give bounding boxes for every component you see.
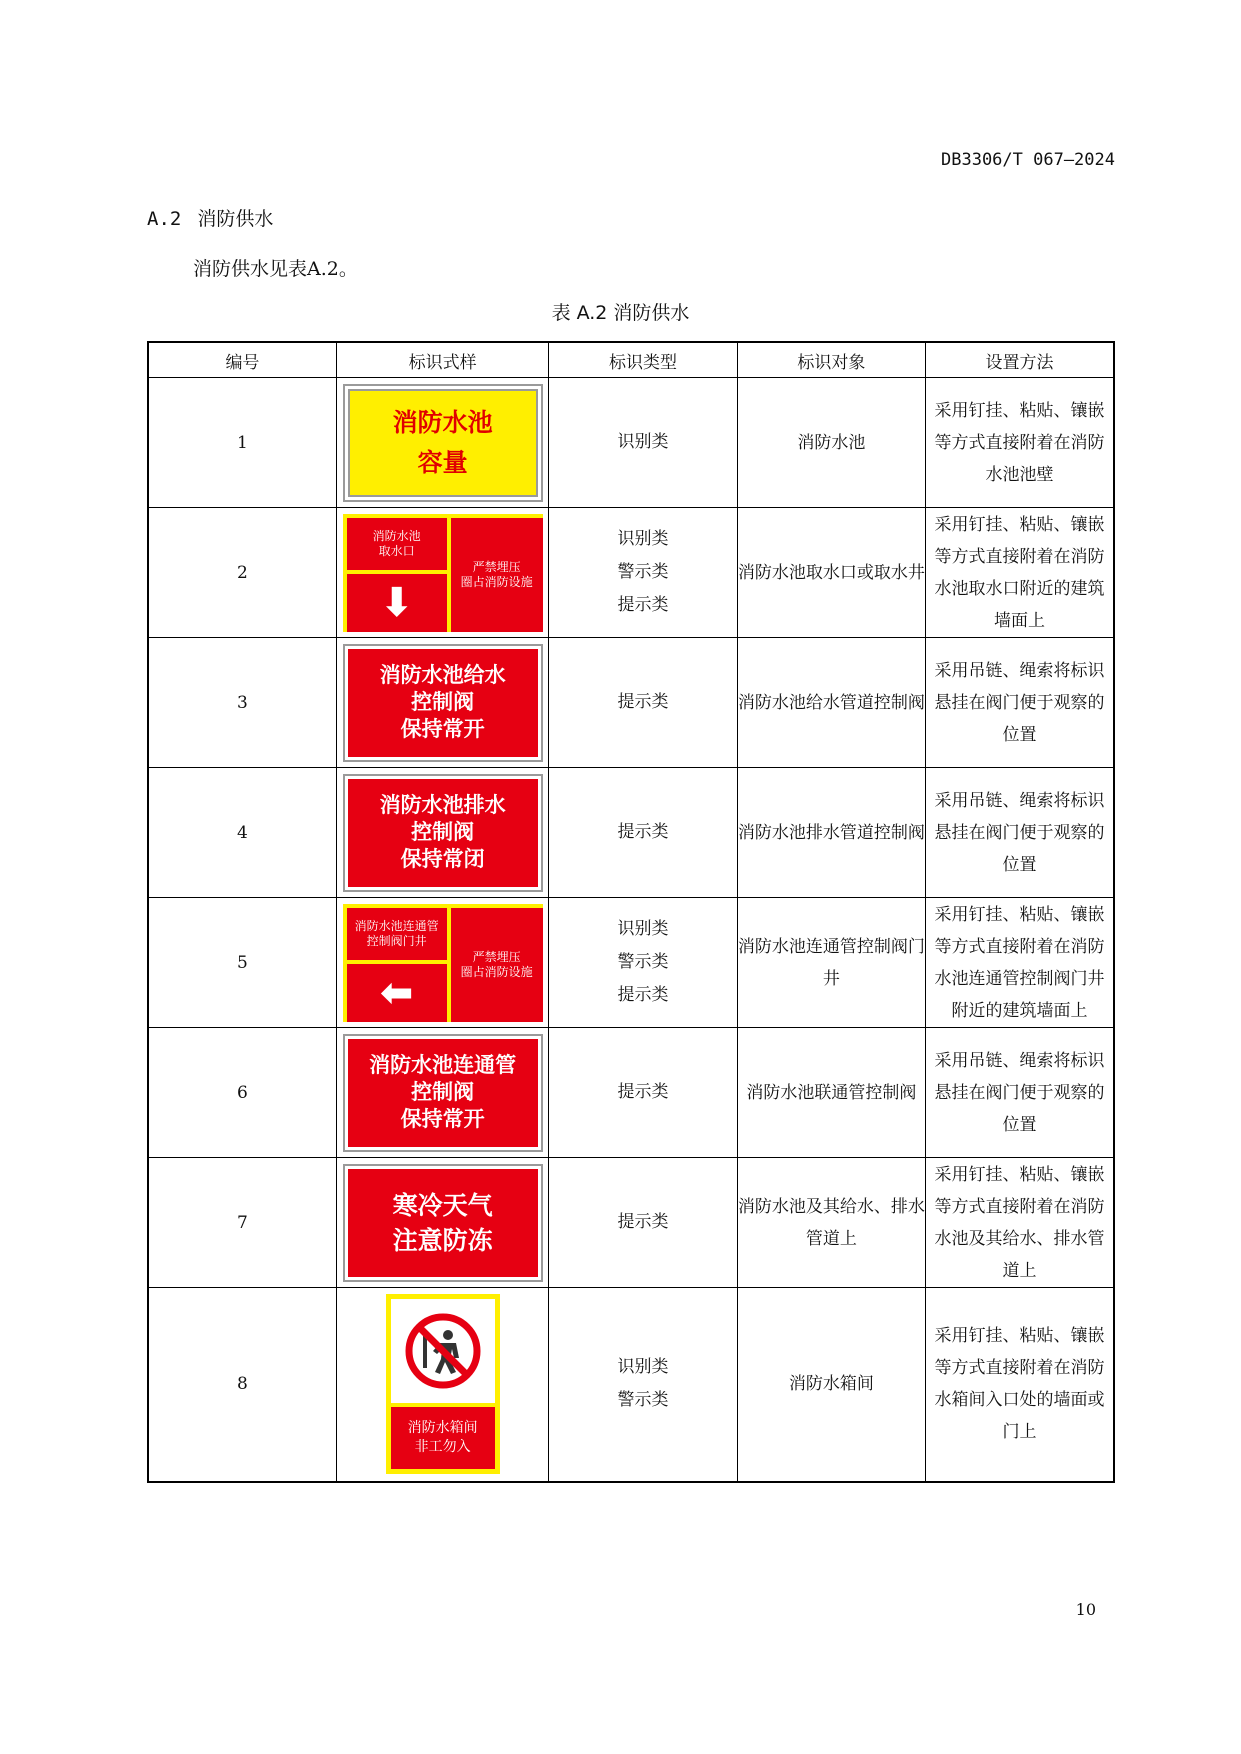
sign-line: 消防水池连通管 [369,1053,517,1077]
col-header-number: 编号 [148,342,336,378]
install-method: 采用吊链、绳索将标识悬挂在阀门便于观察的位置 [926,1028,1114,1158]
sign-line: 控制阀 [411,690,475,714]
type-label: 识别类 [617,432,669,452]
section-number: A.2 [147,208,182,230]
row-number: 4 [148,768,336,898]
sign-frost-protection [343,1164,543,1282]
sign-target: 消防水池给水管道控制阀 [737,638,925,768]
install-method: 采用钉挂、粘贴、镶嵌等方式直接附着在消防水池连通管控制阀门井附近的建筑墙面上 [926,898,1114,1028]
sign-cell [336,768,548,898]
sign-line: 保持常开 [400,1107,485,1131]
install-method: 采用钉挂、粘贴、镶嵌等方式直接附着在消防水池池壁 [926,378,1114,508]
sign-line: 消防水池 [392,407,493,437]
document-code: DB3306/T 067—2024 [941,150,1115,170]
sign-types [549,898,737,1028]
sign-line: 保持常开 [400,717,485,741]
sign-line: 消防水池连通管 [354,918,439,933]
table-row [148,768,1114,898]
type-label: 提示类 [617,1212,669,1232]
sign-types [549,378,737,508]
sign-line: 取水口 [378,543,415,558]
sign-line: 严禁埋压 [472,559,521,574]
install-method: 采用钉挂、粘贴、镶嵌等方式直接附着在消防水池及其给水、排水管道上 [926,1158,1114,1288]
sign-valve-well [343,904,543,1022]
sign-types [549,1028,737,1158]
sign-cell [336,508,548,638]
sign-target: 消防水池取水口或取水井 [737,508,925,638]
sign-water-intake [343,514,543,632]
sign-line: 消防水箱间 [407,1420,478,1437]
sign-types [549,638,737,768]
signs-table [147,341,1115,1483]
table-row [148,1288,1114,1482]
row-number: 1 [148,378,336,508]
sign-line: 控制阀 [411,820,475,844]
sign-cell [336,898,548,1028]
sign-line: 圈占消防设施 [460,964,533,979]
col-header-sign: 标识式样 [336,342,548,378]
row-number: 2 [148,508,336,638]
table-row [148,898,1114,1028]
sign-line: 非工勿入 [414,1439,471,1456]
table-caption: 表 A.2 消防供水 [551,302,690,324]
install-method: 采用吊链、绳索将标识悬挂在阀门便于观察的位置 [926,768,1114,898]
sign-tank-room [386,1294,500,1474]
sign-supply-valve [343,644,543,762]
table-row [148,378,1114,508]
type-label: 识别类 [617,529,669,549]
sign-line: 严禁埋压 [472,949,521,964]
sign-pool-capacity [343,384,543,502]
section-heading [147,204,273,231]
row-number: 8 [148,1288,336,1482]
sign-target: 消防水池及其给水、排水管道上 [737,1158,925,1288]
table-header-row [148,342,1114,378]
sign-line: 圈占消防设施 [460,574,533,589]
section-title: 消防供水 [197,208,274,230]
sign-line: 容量 [417,447,468,477]
row-number: 3 [148,638,336,768]
install-method: 采用钉挂、粘贴、镶嵌等方式直接附着在消防水箱间入口处的墙面或门上 [926,1288,1114,1482]
sign-line: 控制阀门井 [366,933,427,948]
sign-cell [336,378,548,508]
sign-types [549,508,737,638]
sign-line: 注意防冻 [392,1225,493,1255]
table-row [148,1158,1114,1288]
sign-target: 消防水池 [737,378,925,508]
sign-line: 保持常闭 [400,847,485,871]
type-label: 识别类 [617,1357,669,1378]
page-number: 10 [1075,1600,1096,1619]
arrow-down-icon: ⬇ [379,579,414,626]
sign-drain-valve [343,774,543,892]
sign-target: 消防水池排水管道控制阀 [737,768,925,898]
sign-target: 消防水池连通管控制阀门井 [737,898,925,1028]
type-label: 警示类 [617,562,669,582]
arrow-left-icon: ⬅ [379,969,414,1016]
type-label: 警示类 [617,1390,669,1411]
col-header-method: 设置方法 [926,342,1114,378]
sign-types [549,768,737,898]
sign-line: 寒冷天气 [392,1190,493,1220]
col-header-target: 标识对象 [737,342,925,378]
intro-paragraph: 消防供水见表A.2。 [193,258,358,280]
row-number: 5 [148,898,336,1028]
sign-line: 控制阀 [411,1080,475,1104]
sign-target: 消防水箱间 [737,1288,925,1482]
sign-cell [336,1028,548,1158]
table-row [148,638,1114,768]
no-entry-person-icon [404,1312,482,1390]
install-method: 采用吊链、绳索将标识悬挂在阀门便于观察的位置 [926,638,1114,768]
sign-line: 消防水池 [372,528,421,543]
table-row [148,1028,1114,1158]
sign-types [549,1158,737,1288]
type-label: 提示类 [617,595,669,615]
type-label: 提示类 [617,692,669,712]
type-label: 提示类 [617,822,669,842]
sign-cell [336,638,548,768]
row-number: 6 [148,1028,336,1158]
type-label: 提示类 [617,1082,669,1102]
col-header-type: 标识类型 [549,342,737,378]
install-method: 采用钉挂、粘贴、镶嵌等方式直接附着在消防水池取水口附近的建筑墙面上 [926,508,1114,638]
table-row [148,508,1114,638]
type-label: 警示类 [617,952,669,972]
sign-line: 消防水池给水 [379,663,506,687]
type-label: 识别类 [617,919,669,939]
type-label: 提示类 [617,985,669,1005]
sign-line: 消防水池排水 [379,793,506,817]
row-number: 7 [148,1158,336,1288]
sign-cell [336,1158,548,1288]
sign-cell [336,1288,548,1482]
sign-connecting-valve [343,1034,543,1152]
sign-target: 消防水池联通管控制阀 [737,1028,925,1158]
sign-types [549,1288,737,1482]
